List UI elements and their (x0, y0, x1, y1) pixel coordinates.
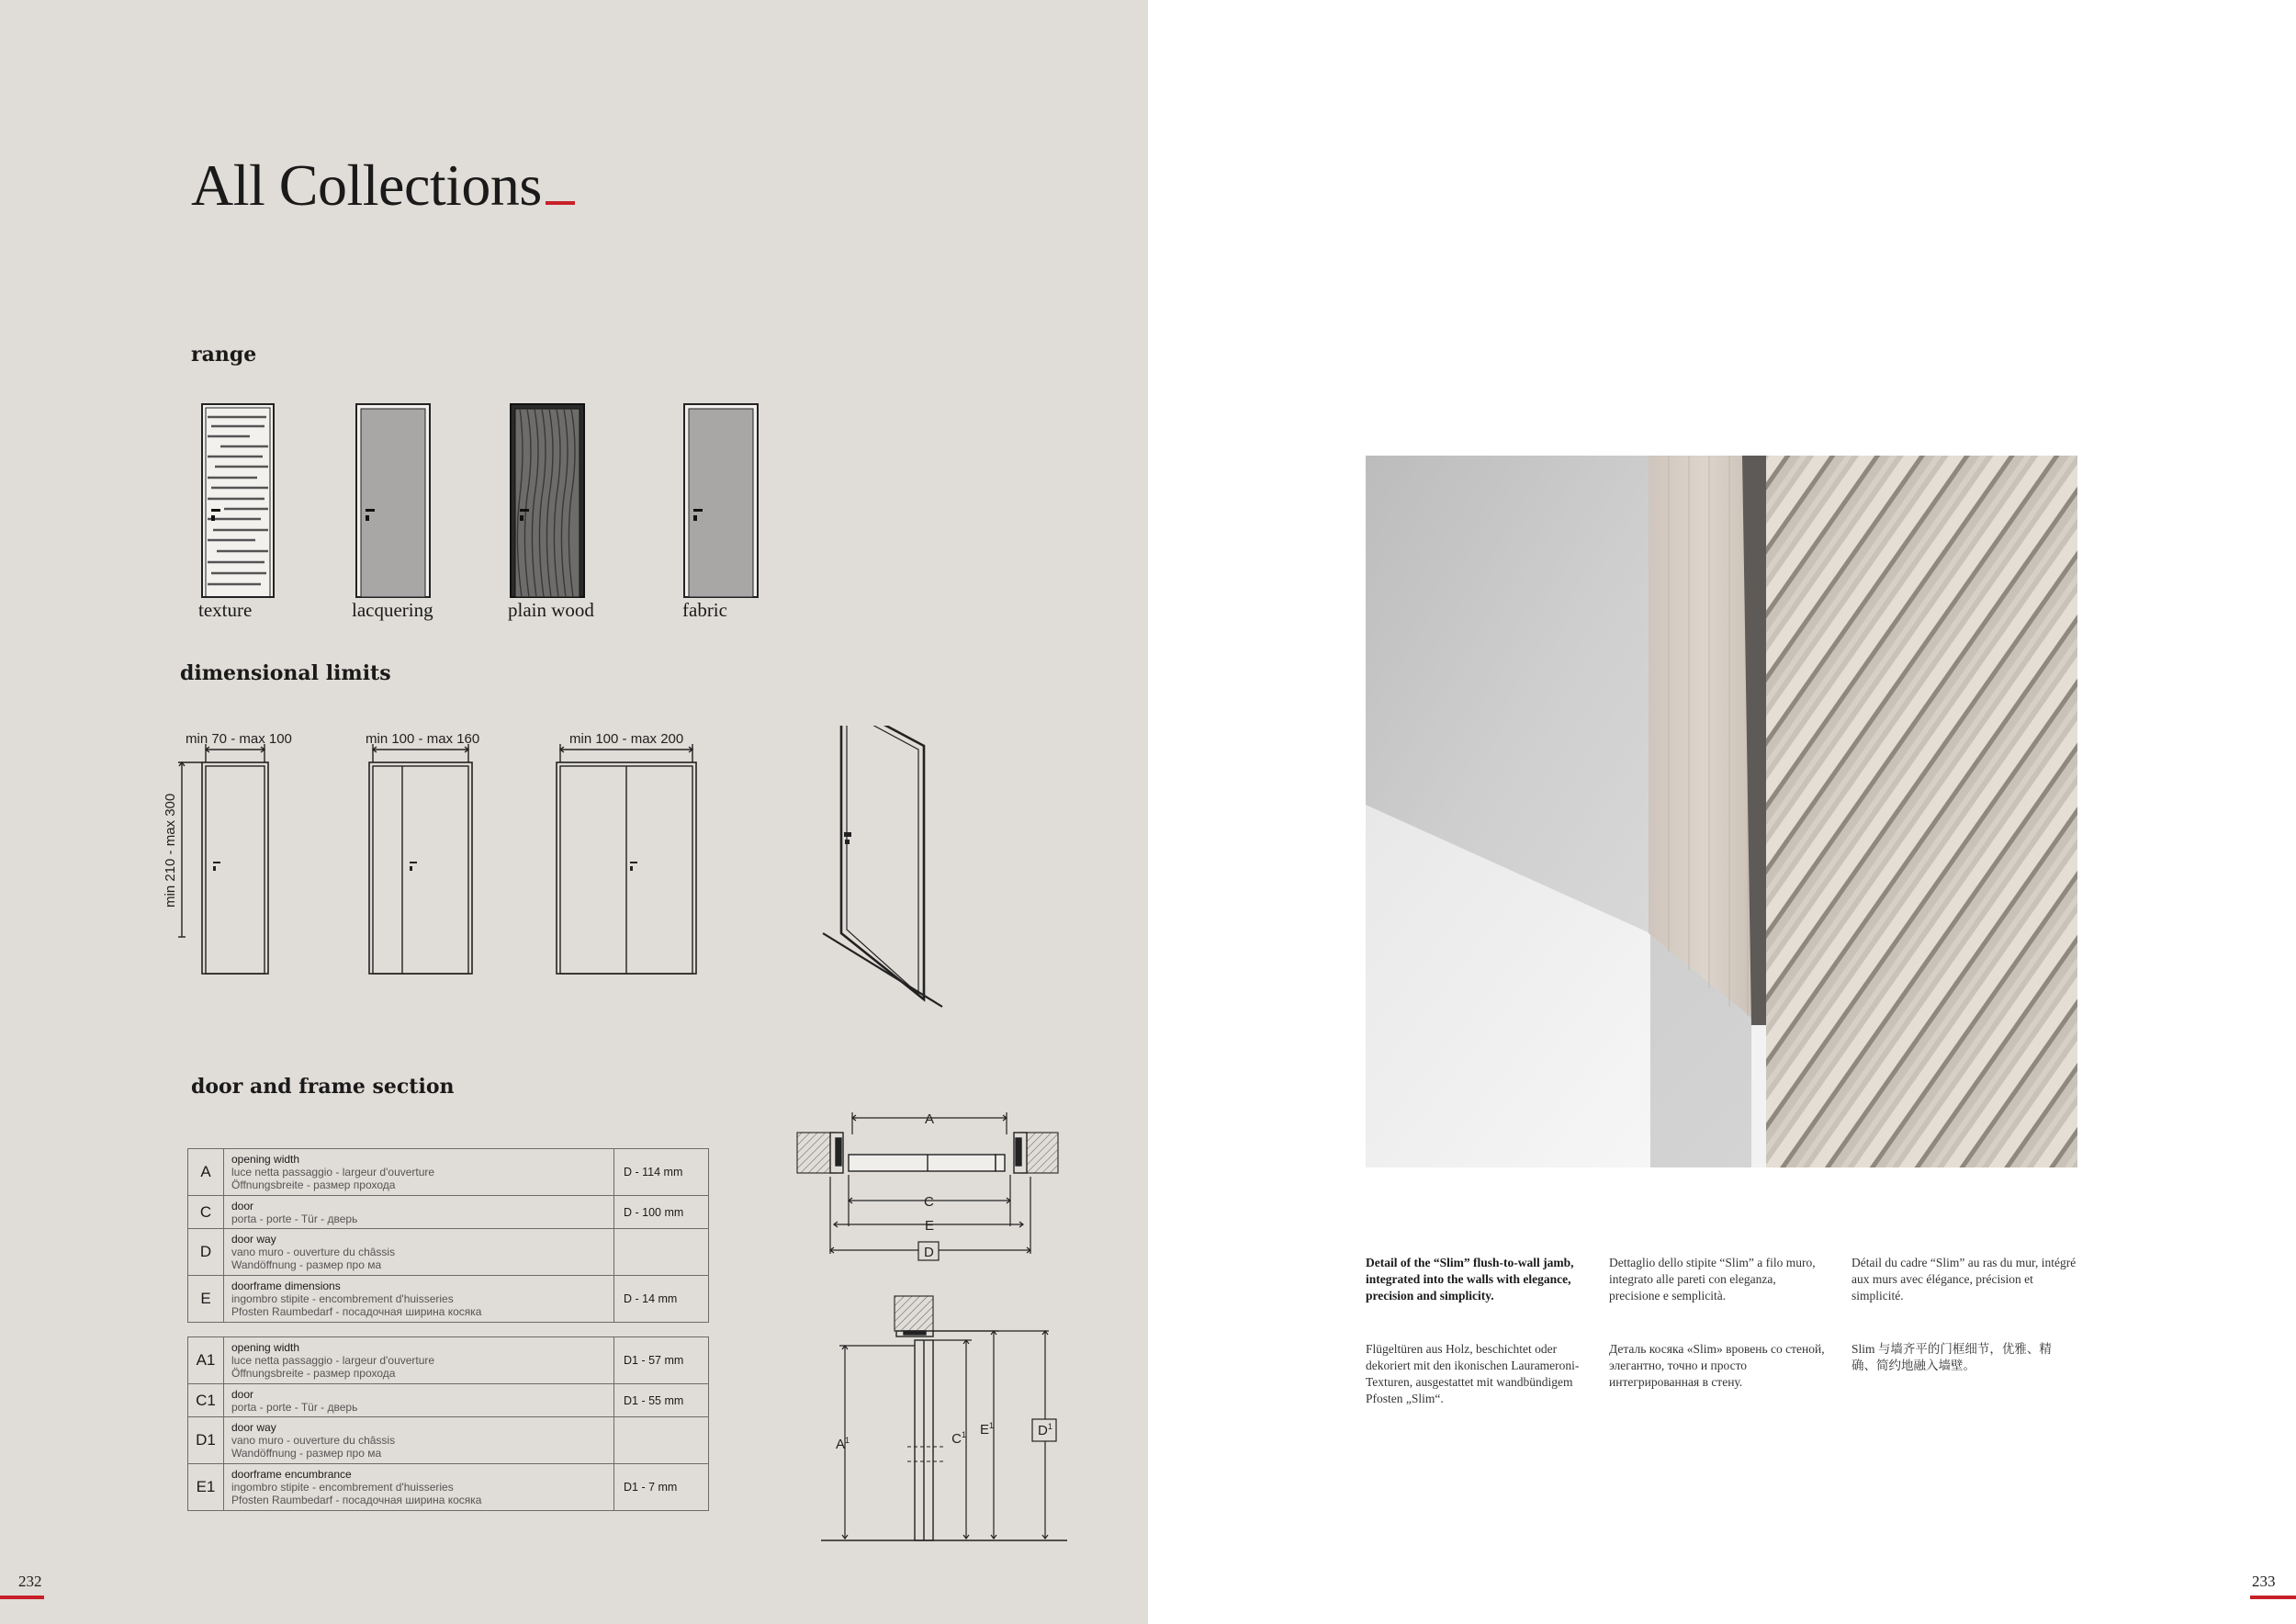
row-subtitle: vano muro - ouverture du châssis (231, 1434, 396, 1447)
caption-german: Flügeltüren aus Holz, beschichtet oder dekoriert mit den ikonischen Laurameroni-Texturen, ausgestattet mit wandbündigem Pfosten „Slim“. (1366, 1342, 1580, 1405)
title-accent-underscore (546, 201, 575, 205)
row-subtitle: porta - porte - Tür - дверь (231, 1400, 358, 1414)
caption-english: Detail of the “Slim” flush-to-wall jamb, integrated into the walls with elegance, precision and simplicity. (1366, 1256, 1574, 1303)
door-frame-section-heading: door and frame section (191, 1075, 455, 1099)
plan-label-a: A (925, 1111, 935, 1127)
dimensional-limits-heading: dimensional limits (180, 661, 391, 685)
spec-table-slim (187, 1336, 709, 1511)
row-subtitle: vano muro - ouverture du châssis (231, 1246, 396, 1258)
row-subtitle: luce netta passaggio - largeur d'ouverture (231, 1166, 435, 1179)
row-title: doorframe encumbrance (231, 1468, 352, 1481)
row-value: D - 114 mm (614, 1149, 709, 1196)
row-description (224, 1196, 614, 1229)
row-subtitle: Wandöffnung - размер про ма (231, 1447, 382, 1460)
row-code: A1 (188, 1337, 224, 1384)
page-title (191, 152, 575, 220)
range-label-texture: texture (198, 599, 253, 621)
lacquering-door-icon (356, 404, 430, 597)
dim-label-unequal-double-door: min 100 - max 160 (366, 731, 480, 747)
row-subtitle: Pfosten Raumbedarf - посадочная ширина косяка (231, 1494, 482, 1506)
section-label-d1: $D^1$ (1038, 1422, 1052, 1438)
table-row (188, 1196, 709, 1229)
range-label-lacquering: lacquering (352, 599, 433, 621)
range-heading: range (191, 343, 257, 367)
row-code: D (188, 1229, 224, 1276)
row-description (224, 1384, 614, 1417)
plan-label-d: D (924, 1245, 934, 1260)
row-subtitle: ingombro stipite - encombrement d'huisseries (231, 1292, 454, 1305)
plain-wood-door-icon (511, 404, 584, 597)
row-title: doorframe dimensions (231, 1280, 341, 1292)
row-title: door way (231, 1233, 276, 1246)
row-subtitle: ingombro stipite - encombrement d'huisseries (231, 1481, 454, 1494)
caption-chinese: Slim 与墙齐平的门框细节，优雅、精确、简约地融入墙壁。 (1851, 1342, 2052, 1372)
row-code: E (188, 1276, 224, 1323)
row-subtitle: Öffnungsbreite - размер прохода (231, 1179, 396, 1191)
page-number-accent-right (2250, 1596, 2296, 1599)
row-code: C (188, 1196, 224, 1229)
spec-table-standard (187, 1148, 709, 1323)
row-value: D1 - 55 mm (614, 1384, 709, 1417)
row-description (224, 1149, 614, 1196)
texture-door-icon (202, 404, 274, 597)
row-title: door (231, 1387, 254, 1401)
caption-french: Détail du cadre “Slim” au ras du mur, intégré aux murs avec élégance, précision et simplicité. (1851, 1256, 2077, 1303)
page-title-text: All Collections (191, 152, 542, 218)
row-description (224, 1464, 614, 1511)
table-row (188, 1229, 709, 1276)
row-description (224, 1276, 614, 1323)
fabric-door-icon (684, 404, 758, 597)
slim-jamb-photo-image (1366, 456, 2077, 1167)
row-value: D - 14 mm (614, 1276, 709, 1323)
row-subtitle: Pfosten Raumbedarf - посадочная ширина косяка (231, 1305, 482, 1318)
plan-label-e: E (925, 1218, 935, 1234)
row-code: E1 (188, 1464, 224, 1511)
row-subtitle: Wandöffnung - размер про ма (231, 1258, 382, 1271)
row-value: D - 100 mm (614, 1196, 709, 1229)
caption-russian: Деталь косяка «Slim» вровень со стеной, элегантно, точно и просто интегрированная в стену. (1609, 1342, 1825, 1389)
row-title: door way (231, 1421, 276, 1434)
dim-label-height: min 210 - max 300 (163, 793, 178, 908)
range-label-fabric: fabric (682, 599, 727, 621)
section-label-e1: $E^1$ (979, 1421, 994, 1438)
row-subtitle: luce netta passaggio - largeur d'ouverture (231, 1354, 435, 1367)
range-label-plain-wood: plain wood (508, 599, 594, 621)
row-title: opening width (231, 1153, 300, 1166)
range-doors-illustration (184, 395, 790, 599)
row-code: D1 (188, 1417, 224, 1464)
row-code: A (188, 1149, 224, 1196)
row-description (224, 1229, 614, 1276)
row-code: C1 (188, 1384, 224, 1417)
dim-label-double-door: min 100 - max 200 (569, 731, 684, 747)
table-row (188, 1417, 709, 1464)
page-number-left: 232 (18, 1573, 42, 1590)
row-value: D1 - 7 mm (614, 1464, 709, 1511)
row-subtitle: Öffnungsbreite - размер прохода (231, 1367, 396, 1380)
page-number-right: 233 (2252, 1573, 2276, 1590)
row-title: door (231, 1199, 254, 1212)
plan-section-diagram (790, 1098, 1084, 1277)
row-subtitle: porta - porte - Tür - дверь (231, 1212, 358, 1225)
dimensional-limits-diagram (156, 726, 964, 1010)
table-row (188, 1464, 709, 1511)
table-row (188, 1384, 709, 1417)
page-number-accent-left (0, 1596, 44, 1599)
section-label-c1: $C^1$ (951, 1430, 966, 1447)
slim-jamb-photo (1366, 456, 2077, 1167)
vertical-section-diagram (808, 1291, 1084, 1548)
table-row (188, 1276, 709, 1323)
table-row (188, 1149, 709, 1196)
table-row (188, 1337, 709, 1384)
row-value (614, 1417, 709, 1464)
section-label-a1: $A^1$ (836, 1436, 850, 1452)
dim-label-single-door: min 70 - max 100 (186, 731, 292, 747)
caption-italian: Dettaglio dello stipite “Slim” a filo muro, integrato alle pareti con eleganza, precisione e semplicità. (1609, 1256, 1816, 1303)
row-value: D1 - 57 mm (614, 1337, 709, 1384)
row-value (614, 1229, 709, 1276)
plan-label-c: C (924, 1194, 934, 1210)
row-title: opening width (231, 1341, 300, 1354)
row-description (224, 1337, 614, 1384)
row-description (224, 1417, 614, 1464)
